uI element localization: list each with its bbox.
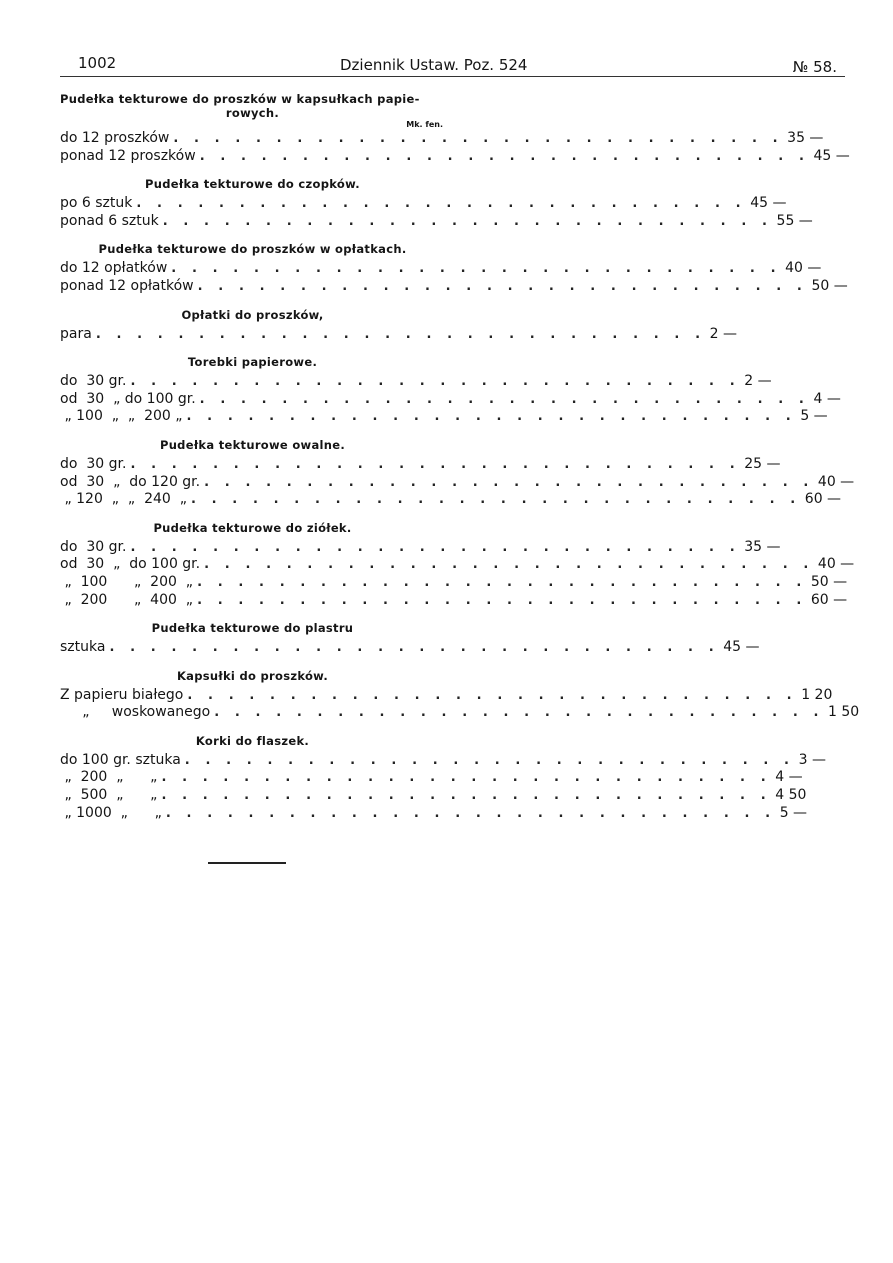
item-price: 45 — — [723, 639, 760, 656]
price-list — [60, 92, 860, 834]
item-price: 40 — — [785, 260, 822, 277]
price-row — [60, 686, 833, 705]
price-row — [60, 704, 860, 722]
item-price: 2 — — [709, 325, 737, 342]
item-price: 45 — — [813, 147, 850, 164]
dot-leader: . . . . . . . . . . . . . . . . . . . . . . . . . . . . . . — [197, 278, 808, 294]
dot-leader: . . . . . . . . . . . . . . . . . . . . . . . . . . . . . . — [161, 770, 772, 786]
item-price: 5 — — [800, 408, 828, 425]
price-row — [60, 147, 850, 166]
dot-leader: . . . . . . . . . . . . . . . . . . . . . . . . . . . . . . — [199, 148, 810, 164]
price-row — [60, 591, 848, 610]
item-price: 4 50 — [775, 787, 807, 804]
price-row — [60, 390, 841, 409]
dot-leader: . . . . . . . . . . . . . . . . . . . . . . . . . . . . . . — [109, 640, 720, 656]
item-label: do 30 gr. — [60, 538, 127, 555]
item-price: 50 — — [810, 573, 848, 590]
dot-leader: . . . . . . . . . . . . . . . . . . . . . . . . . . . . . . — [95, 326, 706, 342]
price-row — [60, 556, 855, 574]
item-price: 35 — — [787, 130, 824, 146]
item-label: od 30 „ do 100 gr. — [60, 390, 196, 407]
section-title: Pudełka tekturowe do czopków. — [145, 177, 360, 192]
dot-leader: . . . . . . . . . . . . . . . . . . . . . . . . . . . . . . — [165, 805, 776, 821]
section-title: Pudełka tekturowe do plastru — [151, 621, 354, 636]
item-label: do 100 gr. sztuka — [60, 751, 181, 768]
item-label: para — [60, 325, 92, 342]
price-row — [60, 491, 842, 509]
journal-title: Dziennik Ustaw. Poz. 524 — [340, 56, 528, 74]
item-label: do 12 proszków — [60, 130, 170, 146]
price-section — [60, 437, 855, 509]
item-price: 40 — — [817, 473, 855, 490]
item-price: 60 — — [810, 591, 848, 608]
item-label: ponad 6 sztuk — [60, 212, 159, 229]
item-price: 1 20 — [801, 686, 833, 703]
price-row — [60, 769, 803, 787]
price-row — [60, 212, 813, 231]
price-row — [60, 260, 822, 278]
page-header — [60, 52, 845, 82]
price-row — [60, 538, 781, 557]
item-label: do 30 gr. — [60, 455, 127, 472]
item-label: „ 100 „ 200 „ — [60, 573, 194, 590]
header-rule — [60, 76, 845, 77]
price-section — [60, 242, 848, 295]
dot-leader: . . . . . . . . . . . . . . . . . . . . . . . . . . . . . . — [199, 391, 810, 407]
item-price: 45 — — [750, 195, 787, 212]
item-price: 4 — — [775, 769, 803, 786]
page-number: 1002 — [78, 54, 117, 72]
dot-leader: . . . . . . . . . . . . . . . . . . . . . . . . . . . . . . — [184, 752, 795, 768]
price-section — [60, 355, 841, 426]
price-section — [60, 668, 860, 722]
price-row — [60, 573, 848, 592]
item-label: ponad 12 proszków — [60, 147, 196, 164]
price-row — [60, 455, 781, 474]
dot-leader: . . . . . . . . . . . . . . . . . . . . . . . . . . . . . . — [130, 374, 741, 390]
item-label: „ 200 „ „ — [60, 769, 158, 786]
item-price: 60 — — [804, 491, 842, 508]
dot-leader: . . . . . . . . . . . . . . . . . . . . . . . . . . . . . . — [187, 687, 798, 703]
price-section — [60, 92, 850, 165]
item-price: 2 — — [744, 373, 772, 390]
dot-leader: . . . . . . . . . . . . . . . . . . . . . . . . . . . . . . — [130, 539, 741, 555]
section-title: Korki do flaszek. — [195, 733, 310, 748]
item-label: po 6 sztuk — [60, 195, 133, 212]
price-section — [60, 307, 737, 344]
dot-leader: . . . . . . . . . . . . . . . . . . . . . . . . . . . . . . — [171, 261, 782, 277]
item-price: 35 — — [744, 538, 781, 555]
item-price: 40 — — [817, 556, 855, 573]
price-section — [60, 733, 826, 822]
section-title: Pudełka tekturowe owalne. — [159, 437, 346, 452]
dot-leader: . . . . . . . . . . . . . . . . . . . . . . . . . . . . . . — [214, 705, 825, 721]
price-row — [60, 804, 808, 823]
dot-leader: . . . . . . . . . . . . . . . . . . . . . . . . . . . . . . — [162, 213, 773, 229]
price-row — [60, 751, 826, 770]
dot-leader: . . . . . . . . . . . . . . . . . . . . . . . . . . . . . . — [173, 131, 784, 146]
item-price: 3 — — [798, 751, 826, 768]
price-row — [60, 373, 772, 391]
price-row — [60, 639, 760, 657]
item-label: sztuka — [60, 639, 106, 656]
item-price: 50 — — [811, 277, 848, 294]
price-row — [60, 195, 787, 213]
item-label: ponad 12 opłatków — [60, 277, 194, 294]
dot-leader: . . . . . . . . . . . . . . . . . . . . . . . . . . . . . . — [136, 196, 747, 212]
item-label: „ 200 „ 400 „ — [60, 591, 194, 608]
price-section — [60, 177, 813, 230]
item-price: 55 — — [776, 212, 813, 229]
item-label: od 30 „ do 100 gr. — [60, 556, 201, 573]
dot-leader: . . . . . . . . . . . . . . . . . . . . . . . . . . . . . . — [197, 574, 807, 590]
item-price: 1 50 — [828, 704, 860, 721]
item-label: „ 120 „ „ 240 „ — [60, 491, 187, 508]
item-label: do 30 gr. — [60, 373, 127, 390]
dot-leader: . . . . . . . . . . . . . . . . . . . . . . . . . . . . . . — [161, 788, 772, 804]
price-row — [60, 787, 807, 805]
currency-unit-label: Mk. fen. — [406, 120, 443, 129]
dot-leader: . . . . . . . . . . . . . . . . . . . . . . . . . . . . . . — [130, 456, 741, 472]
section-title: Opłatki do proszków, — [181, 307, 324, 322]
section-title: Pudełka tekturowe do ziółek. — [153, 520, 352, 535]
price-row — [60, 277, 848, 296]
item-label: „ 1000 „ „ — [60, 804, 162, 821]
item-label: „ 100 „ „ 200 „ — [60, 408, 183, 425]
section-title: Pudełka tekturowe do proszków w opłatkach. — [98, 242, 407, 257]
end-rule — [208, 862, 286, 864]
section-title: Kapsułki do proszków. — [176, 668, 329, 683]
dot-leader: . . . . . . . . . . . . . . . . . . . . . . . . . . . . . . — [186, 409, 797, 425]
item-label: Z papieru białego — [60, 686, 184, 703]
dot-leader: . . . . . . . . . . . . . . . . . . . . . . . . . . . . . . — [204, 474, 814, 490]
dot-leader: . . . . . . . . . . . . . . . . . . . . . . . . . . . . . . — [190, 492, 801, 508]
item-price: 25 — — [744, 455, 781, 472]
item-price: 4 — — [813, 390, 841, 407]
section-title: Torebki papierowe. — [187, 355, 318, 370]
dot-leader: . . . . . . . . . . . . . . . . . . . . . . . . . . . . . . — [204, 557, 814, 573]
item-label: „ woskowanego — [60, 704, 211, 721]
item-label: od 30 „ do 120 gr. — [60, 473, 201, 490]
item-label: „ 500 „ „ — [60, 787, 158, 804]
issue-number: № 58. — [792, 58, 837, 76]
price-section — [60, 621, 760, 657]
price-row — [60, 130, 824, 148]
price-row — [60, 325, 737, 344]
section-title-cont: rowych. — [225, 106, 280, 120]
price-row — [60, 473, 855, 492]
price-row — [60, 408, 828, 426]
section-title: Pudełka tekturowe do proszków w kapsułkach papie- — [60, 92, 420, 106]
item-label: do 12 opłatków — [60, 260, 168, 277]
dot-leader: . . . . . . . . . . . . . . . . . . . . . . . . . . . . . . — [197, 592, 807, 608]
item-price: 5 — — [779, 804, 808, 821]
price-section — [60, 520, 855, 609]
